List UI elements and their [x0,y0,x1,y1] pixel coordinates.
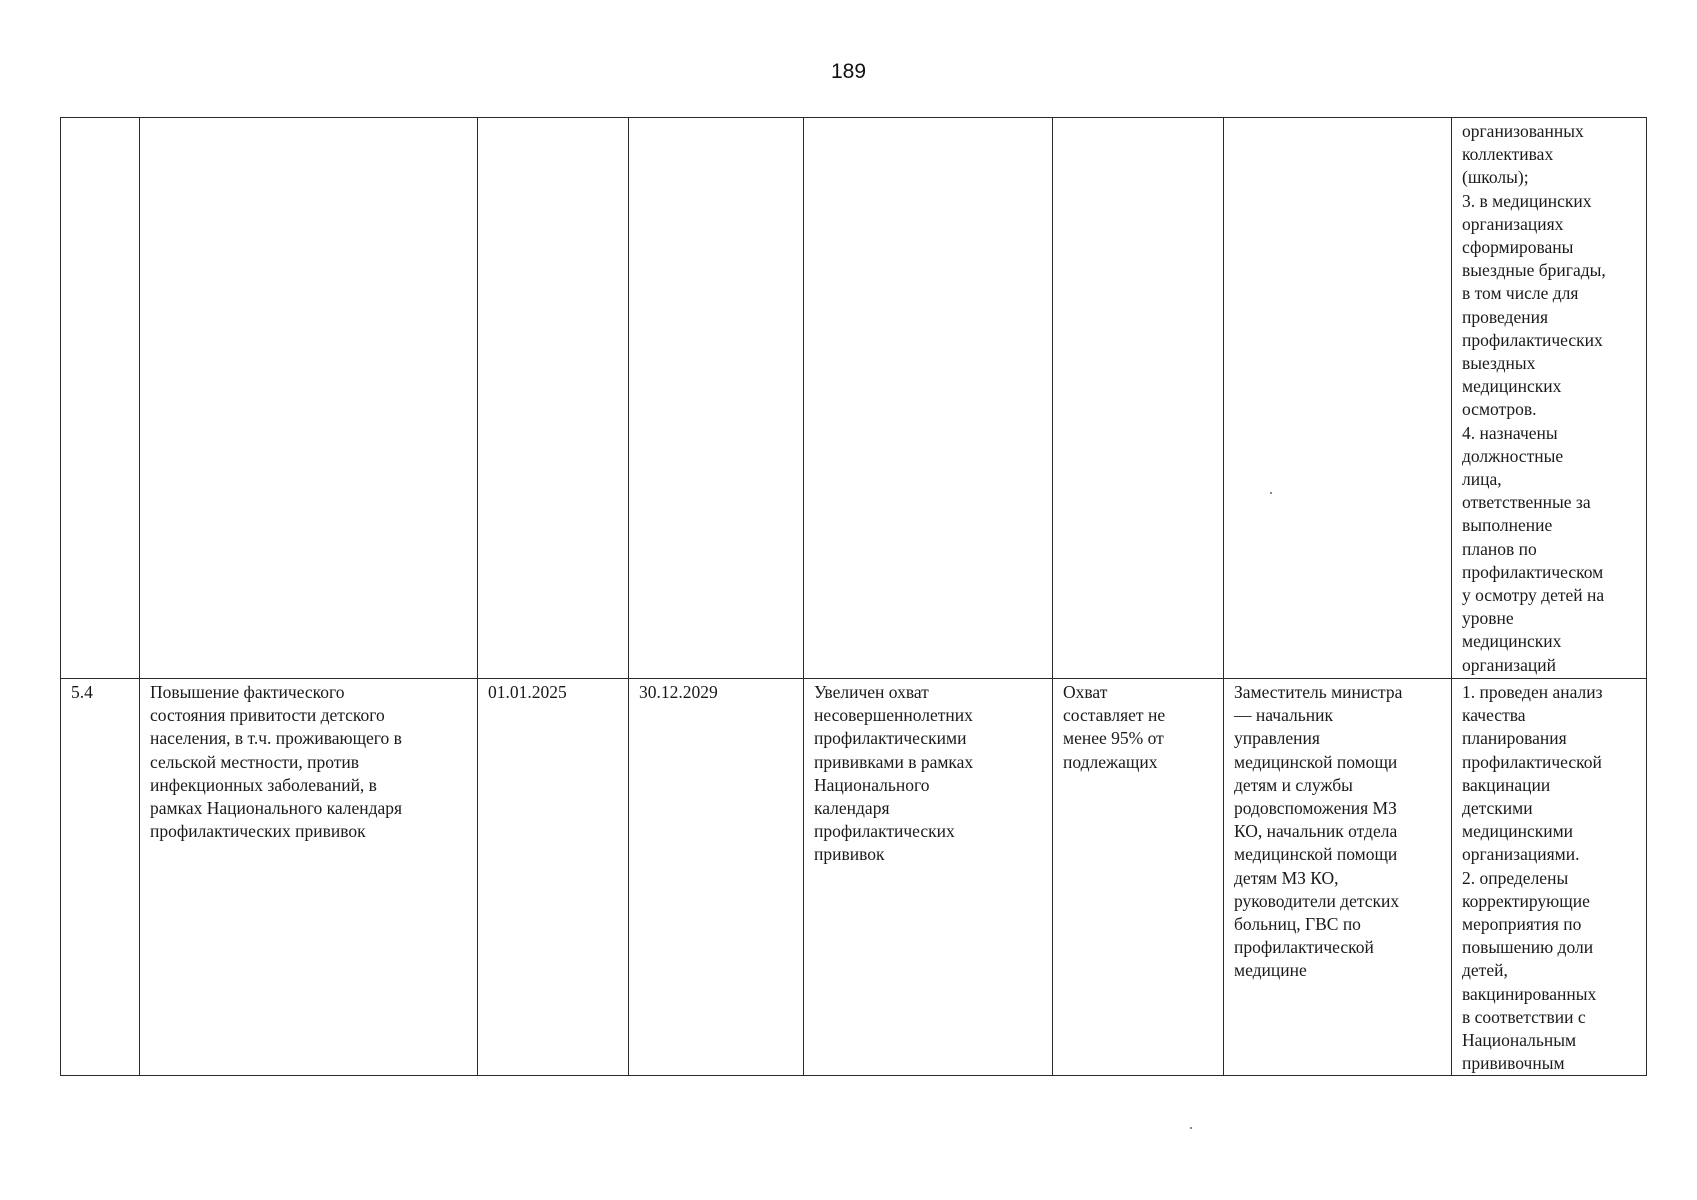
activity-cell [140,118,478,679]
end-date-cell [629,679,804,1076]
row-number-cell [61,679,140,1076]
end-date-cell [629,118,804,679]
responsible: Заместитель министра — начальник управления медицинской помощи детям и службы родовспоможения МЗ КО, начальник отдела медицинской помощи детям МЗ КО, руководители детских больниц, ГВС по профилактической медицине [1234,682,1403,981]
table-row [61,679,1647,1076]
control-result: организованных коллективах (школы); 3. в медицинских организациях сформированы выездные бригады, в том числе для проведения профилактических выездных медицинских осмотров. 4. назначены должностные лица, ответственные за выполнение планов по профилактическом у осмотру детей на уровне медицинских организаций [1462,121,1606,675]
indicator-cell [1053,118,1224,679]
start-date-cell [478,679,629,1076]
responsible-cell [1224,679,1452,1076]
end-date: 30.12.2029 [639,682,718,702]
activity-cell [140,679,478,1076]
indicator: Охват составляет не менее 95% от подлежащих [1063,682,1166,772]
scan-speck [1190,1127,1192,1129]
plan-table [60,117,1647,1076]
row-number-cell [61,118,140,679]
responsible-cell [1224,118,1452,679]
control-result-cell [1452,679,1647,1076]
page-number: 189 [830,60,867,83]
start-date: 01.01.2025 [488,682,567,702]
table-row [61,118,1647,679]
indicator-cell [1053,679,1224,1076]
row-number: 5.4 [71,682,93,702]
start-date-cell [478,118,629,679]
scan-speck [1270,492,1272,494]
expected-result-cell [804,679,1053,1076]
expected-result: Увеличен охват несовершеннолетних профилактическими прививками в рамках Национального календаря профилактических прививок [814,682,974,865]
activity-text: Повышение фактического состояния привитости детского населения, в т.ч. проживающего в сельской местности, против инфекционных заболеваний, в рамках Национального календаря профилактических прививок [150,682,403,842]
expected-result-cell [804,118,1053,679]
control-result: 1. проведен анализ качества планирования профилактической вакцинации детскими медицинскими организациями. 2. определены корректирующие мероприятия по повышению доли детей, вакцинированных в соответствии с Национальным прививочным [1462,682,1603,1074]
control-result-cell [1452,118,1647,679]
